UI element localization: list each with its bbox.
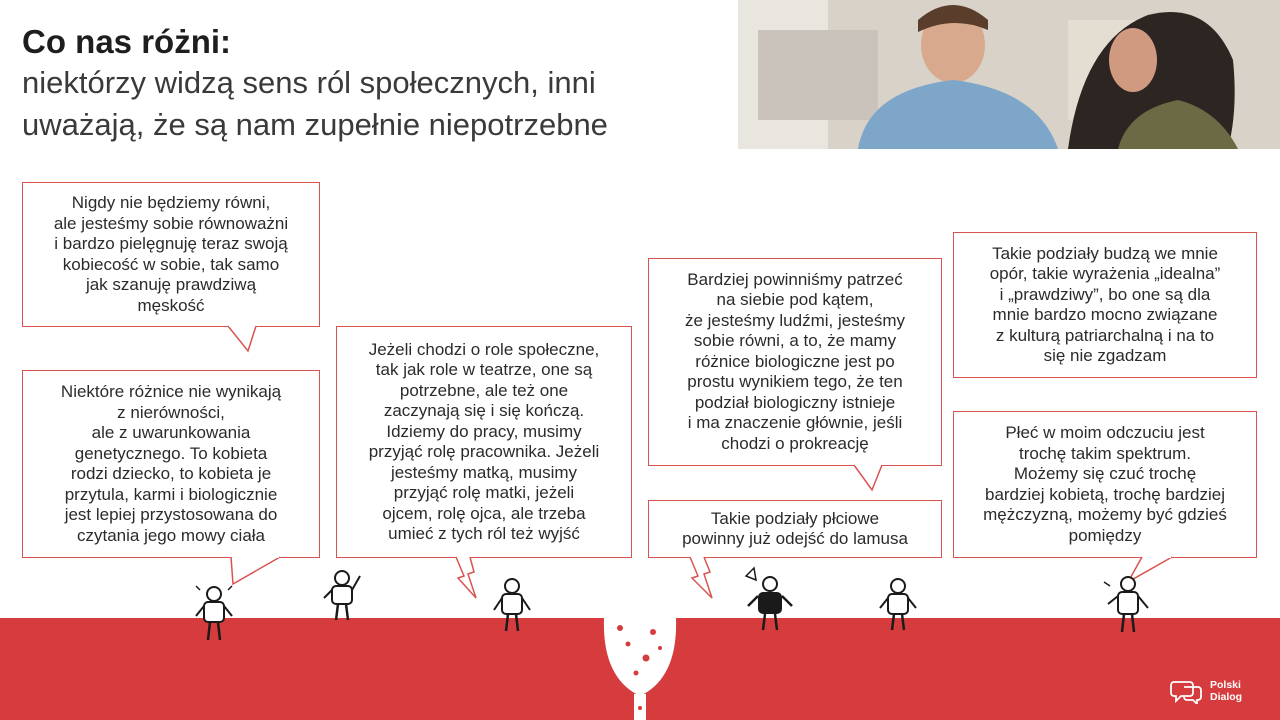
- quote-text-4: [685, 270, 905, 455]
- polski-dialog-logo: [1170, 678, 1242, 704]
- quote-5-line: powinny już odejść do lamusa: [682, 529, 908, 548]
- quote-6-line: się nie zgadzam: [1043, 346, 1167, 365]
- quote-7-line: bardziej kobietą, trochę bardziej: [984, 484, 1226, 504]
- person-figure-5: [876, 576, 920, 632]
- quote-bubble-3: [336, 326, 632, 558]
- quote-3-line: Idziemy do pracy, musimy: [386, 421, 582, 441]
- quote-3-line: jesteśmy matką, musimy: [390, 462, 578, 482]
- quote-6-line: i „prawdziwy”, bo one są dla: [999, 284, 1211, 304]
- bubble-tail: [852, 464, 892, 492]
- quote-6-line: Takie podziały budzą we mnie: [992, 243, 1218, 263]
- logo-line-2: Dialog: [1210, 691, 1243, 703]
- quote-3-line: tak jak role w teatrze, one są: [375, 360, 593, 379]
- bubble-tail: [452, 556, 492, 602]
- quote-4-line: że jesteśmy ludźmi, jesteśmy: [684, 310, 906, 330]
- page-subtitle-line-1: niektórzy widzą sens ról społecznych, inni: [22, 65, 596, 100]
- quote-7-line: Możemy się czuć trochę: [1013, 464, 1197, 483]
- quote-4-line: chodzi o prokreację: [721, 433, 869, 453]
- quote-1-line: kobiecość w sobie, tak samo: [62, 254, 280, 274]
- quote-4-line: na siebie pod kątem,: [716, 290, 874, 310]
- bubble-tail: [226, 325, 266, 353]
- quote-bubble-6: [953, 232, 1257, 378]
- person-figure-6: [1100, 574, 1156, 636]
- quote-bubble-1: [22, 182, 320, 327]
- quote-7-line: Płeć w moim odczuciu jest: [1005, 423, 1205, 442]
- quote-2-line: z nierówności,: [117, 402, 225, 422]
- quote-1-line: jak szanuję prawdziwą: [85, 275, 257, 294]
- quote-3-line: przyjąć rolę pracownika. Jeżeli: [368, 442, 600, 461]
- quote-6-line: opór, takie wyrażenia „idealna”: [989, 264, 1221, 283]
- quote-1-line: Nigdy nie będziemy równi,: [71, 193, 271, 212]
- quote-5-line: Takie podziały płciowe: [710, 508, 880, 528]
- quote-3-line: potrzebne, ale też one: [399, 380, 569, 400]
- quote-6-line: mnie bardzo mocno związane: [992, 305, 1218, 324]
- quote-7-line: trochę takim spektrum.: [1019, 443, 1191, 463]
- quote-2-line: genetycznego. To kobieta: [74, 443, 268, 463]
- quote-2-line: ale z uwarunkowania: [91, 423, 251, 442]
- person-figure-1: [190, 582, 238, 644]
- quote-text-1: [54, 193, 288, 316]
- couple-photo: [738, 0, 1280, 149]
- page-subtitle-line-2: uważają, że są nam zupełnie niepotrzebne: [22, 107, 608, 142]
- bubble-tail: [686, 556, 726, 602]
- quote-bubble-7: [953, 411, 1257, 558]
- quote-4-line: podział biologiczny istnieje: [694, 392, 896, 412]
- quote-2-line: przytula, karmi i biologicznie: [64, 484, 278, 504]
- quote-2-line: czytania jego mowy ciała: [76, 525, 266, 545]
- person-figure-2: [320, 568, 368, 624]
- quote-2-line: jest lepiej przystosowana do: [64, 505, 278, 524]
- page-title: Co nas różni:: [22, 23, 232, 60]
- quote-6-line: z kulturą patriarchalną i na to: [995, 325, 1215, 345]
- quote-2-line: Niektóre różnice nie wynikają: [60, 382, 282, 401]
- quote-text-3: [369, 340, 600, 545]
- person-figure-4: [740, 566, 798, 632]
- quote-3-line: zaczynają się i się kończą.: [383, 401, 585, 420]
- quote-1-line: i bardzo pielęgnuję teraz swoją: [54, 234, 288, 253]
- quote-3-line: ojcem, rolę ojca, ale trzeba: [382, 503, 586, 523]
- quote-4-line: Bardziej powinniśmy patrzeć: [687, 269, 903, 289]
- quote-text-7: [983, 423, 1227, 546]
- quote-3-line: przyjąć rolę matki, jeżeli: [393, 483, 575, 502]
- logo-line-1: Polski: [1210, 679, 1241, 691]
- quote-1-line: ale jesteśmy sobie równoważni: [53, 213, 289, 233]
- quote-bubble-4: [648, 258, 942, 466]
- cup-illustration: [598, 618, 682, 720]
- quote-4-line: prostu wynikiem tego, że ten: [687, 372, 903, 392]
- speech-bubbles-icon: [1170, 678, 1204, 704]
- quote-3-line: umieć z tych ról też wyjść: [388, 524, 580, 543]
- quote-bubble-5: [648, 500, 942, 558]
- quote-text-5: [682, 509, 908, 550]
- quote-7-line: pomiędzy: [1068, 525, 1142, 545]
- quote-2-line: rodzi dziecko, to kobieta je: [70, 464, 272, 483]
- quote-3-line: Jeżeli chodzi o role społeczne,: [368, 339, 600, 359]
- quote-4-line: różnice biologiczne jest po: [695, 351, 895, 371]
- person-figure-3: [490, 576, 534, 634]
- quote-1-line: męskość: [137, 295, 205, 315]
- quote-4-line: sobie równi, a to, że mamy: [693, 331, 897, 351]
- quote-text-6: [990, 244, 1221, 367]
- quote-bubble-2: [22, 370, 320, 558]
- quote-4-line: i ma znaczenie głównie, jeśli: [687, 413, 903, 433]
- quote-7-line: mężczyzną, możemy być gdzieś: [983, 505, 1227, 524]
- quote-text-2: [61, 382, 281, 546]
- title-block: [22, 22, 732, 146]
